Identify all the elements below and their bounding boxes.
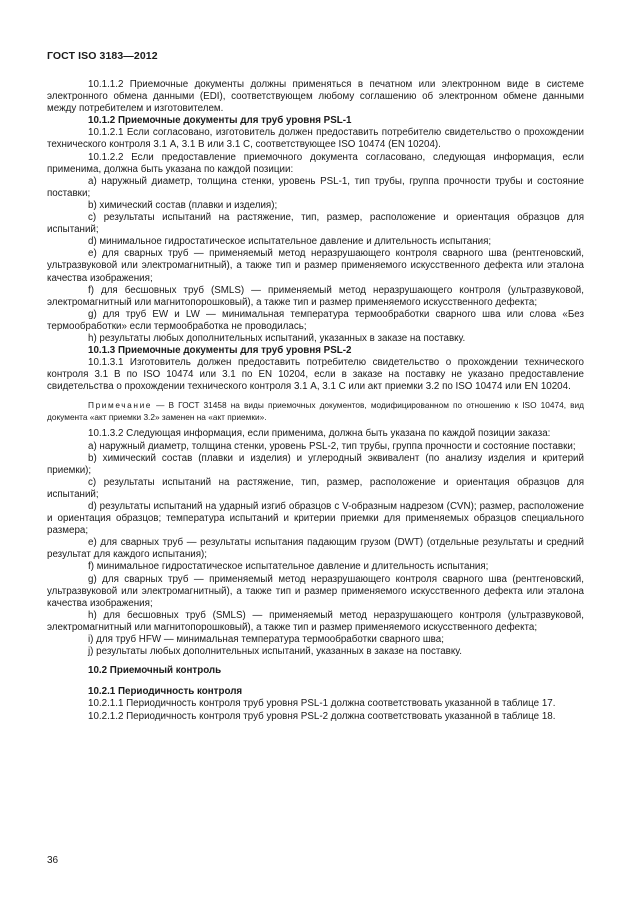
- list-item: g) для сварных труб — применяемый метод неразрушающего контроля сварного шва (рентгеновский, ультразвуковой или электромагнитный), а также тип и размер применяемого искусственного дефекта или эталона качества изображения;: [47, 573, 584, 609]
- section-heading-10-1-2: 10.1.2 Приемочные документы для труб уровня PSL-1: [88, 115, 352, 127]
- list-item: с) результаты испытаний на растяжение, тип, размер, расположение и ориентация образцов для испытаний;: [47, 212, 584, 236]
- list-item: f) для бесшовных труб (SMLS) — применяемый метод неразрушающего контроля (ультразвуковой, электромагнитный или магнитопорошковый), а также тип и размер применяемого искусственного дефекта;: [47, 284, 584, 308]
- list-item: b) химический состав (плавки и изделия);: [88, 199, 278, 211]
- list-item: с) результаты испытаний на растяжение, тип, размер, расположение и ориентация образцов для испытаний;: [47, 476, 584, 500]
- paragraph-10-2-1-1: 10.2.1.1 Периодичность контроля труб уровня PSL-1 должна соответствовать указанной в таблице 17.: [88, 698, 556, 710]
- paragraph-10-1-3-2: 10.1.3.2 Следующая информация, если применима, должна быть указана по каждой позиции заказа:: [88, 428, 551, 440]
- paragraph-10-1-2-1: 10.1.2.1 Если согласовано, изготовитель должен предоставить потребителю свидетельство о прохождении технического контроля 3.1 А, 3.1 В или 3.1 С, соответствующее ISO 10474 (EN 10204).: [47, 127, 584, 151]
- list-item: d) минимальное гидростатическое испытательное давление и длительность испытания;: [88, 236, 492, 248]
- list-item: а) наружный диаметр, толщина стенки, уровень PSL-2, тип трубы, группа прочности и состояние поставки;: [88, 440, 576, 452]
- list-item: g) для труб EW и LW — минимальная температура термообработки сварного шва или слова «Без термообработки» если термообработка не проводилась;: [47, 308, 584, 332]
- document-body: [47, 79, 584, 723]
- section-heading-10-2: 10.2 Приемочный контроль: [88, 665, 222, 677]
- list-item: b) химический состав (плавки и изделия) и углеродный эквивалент (по анализу изделия и критерий приемки);: [47, 452, 584, 476]
- list-item: j) результаты любых дополнительных испытаний, указанных в заказе на поставку.: [88, 646, 462, 658]
- note-label: Примечание: [88, 400, 153, 411]
- note: [47, 399, 584, 423]
- list-item: h) результаты любых дополнительных испытаний, указанных в заказе на поставку.: [88, 332, 466, 344]
- list-item: d) результаты испытаний на ударный изгиб образцов с V-образным надрезом (CVN); размер, расположение и ориентация образцов; температура испытаний и критерии приемки для применяемых образцов специального размера;: [47, 501, 584, 537]
- section-heading-10-1-3: 10.1.3 Приемочные документы для труб уровня PSL-2: [88, 345, 352, 357]
- list-item: f) минимальное гидростатическое испытательное давление и длительность испытания;: [88, 561, 489, 573]
- paragraph-10-1-2-2: 10.1.2.2 Если предоставление приемочного документа согласовано, следующая информация, если применима, должна быть указана по каждой позиции:: [47, 151, 584, 175]
- paragraph-10-1-1-2: 10.1.1.2 Приемочные документы должны применяться в печатном или электронном виде в системе электронного обмена данными (EDI), соответствующем любому соглашению об электронном обмене данными между потребителем и изготовителем.: [47, 79, 584, 115]
- note-text: — В ГОСТ 31458 на виды приемочных документов, модифицированном по отношению к ISO 10474, вид документа «акт приемки 3.2» заменен на «акт приемки».: [47, 400, 584, 423]
- list-item: i) для труб HFW — минимальная температура термообработки сварного шва;: [88, 634, 444, 646]
- list-item: h) для бесшовных труб (SMLS) — применяемый метод неразрушающего контроля (ультразвуковой, электромагнитный или магнитопорошковый), а также тип и размер применяемого искусственного дефекта;: [47, 609, 584, 633]
- list-item: е) для сварных труб — применяемый метод неразрушающего контроля сварного шва (рентгеновский, ультразвуковой или электромагнитный), а также тип и размер применяемого искусственного дефекта или эталона качества изображения;: [47, 248, 584, 284]
- section-heading-10-2-1: 10.2.1 Периодичность контроля: [88, 686, 243, 698]
- page-number: 36: [47, 855, 59, 866]
- list-item: е) для сварных труб — результаты испытания падающим грузом (DWT) (отдельные результаты и средний результат для каждого испытания);: [47, 537, 584, 561]
- list-item: а) наружный диаметр, толщина стенки, уровень PSL-1, тип трубы, группа прочности трубы и состояние поставки;: [47, 175, 584, 199]
- document-header: ГОСТ ISO 3183—2012: [47, 50, 158, 62]
- paragraph-10-2-1-2: 10.2.1.2 Периодичность контроля труб уровня PSL-2 должна соответствовать указанной в таблице 18.: [88, 710, 556, 722]
- paragraph-10-1-3-1: 10.1.3.1 Изготовитель должен предоставить потребителю свидетельство о прохождении технического контроля 3.1 В по ISO 10474 или 3.1 по EN 10204, если в заказе на поставку не указано предоставление свидетельства о прохождении технического контроля 3.1 А, 3.1 С или акт приемки 3.2 по ISO 10474 или EN 10204.: [47, 357, 584, 393]
